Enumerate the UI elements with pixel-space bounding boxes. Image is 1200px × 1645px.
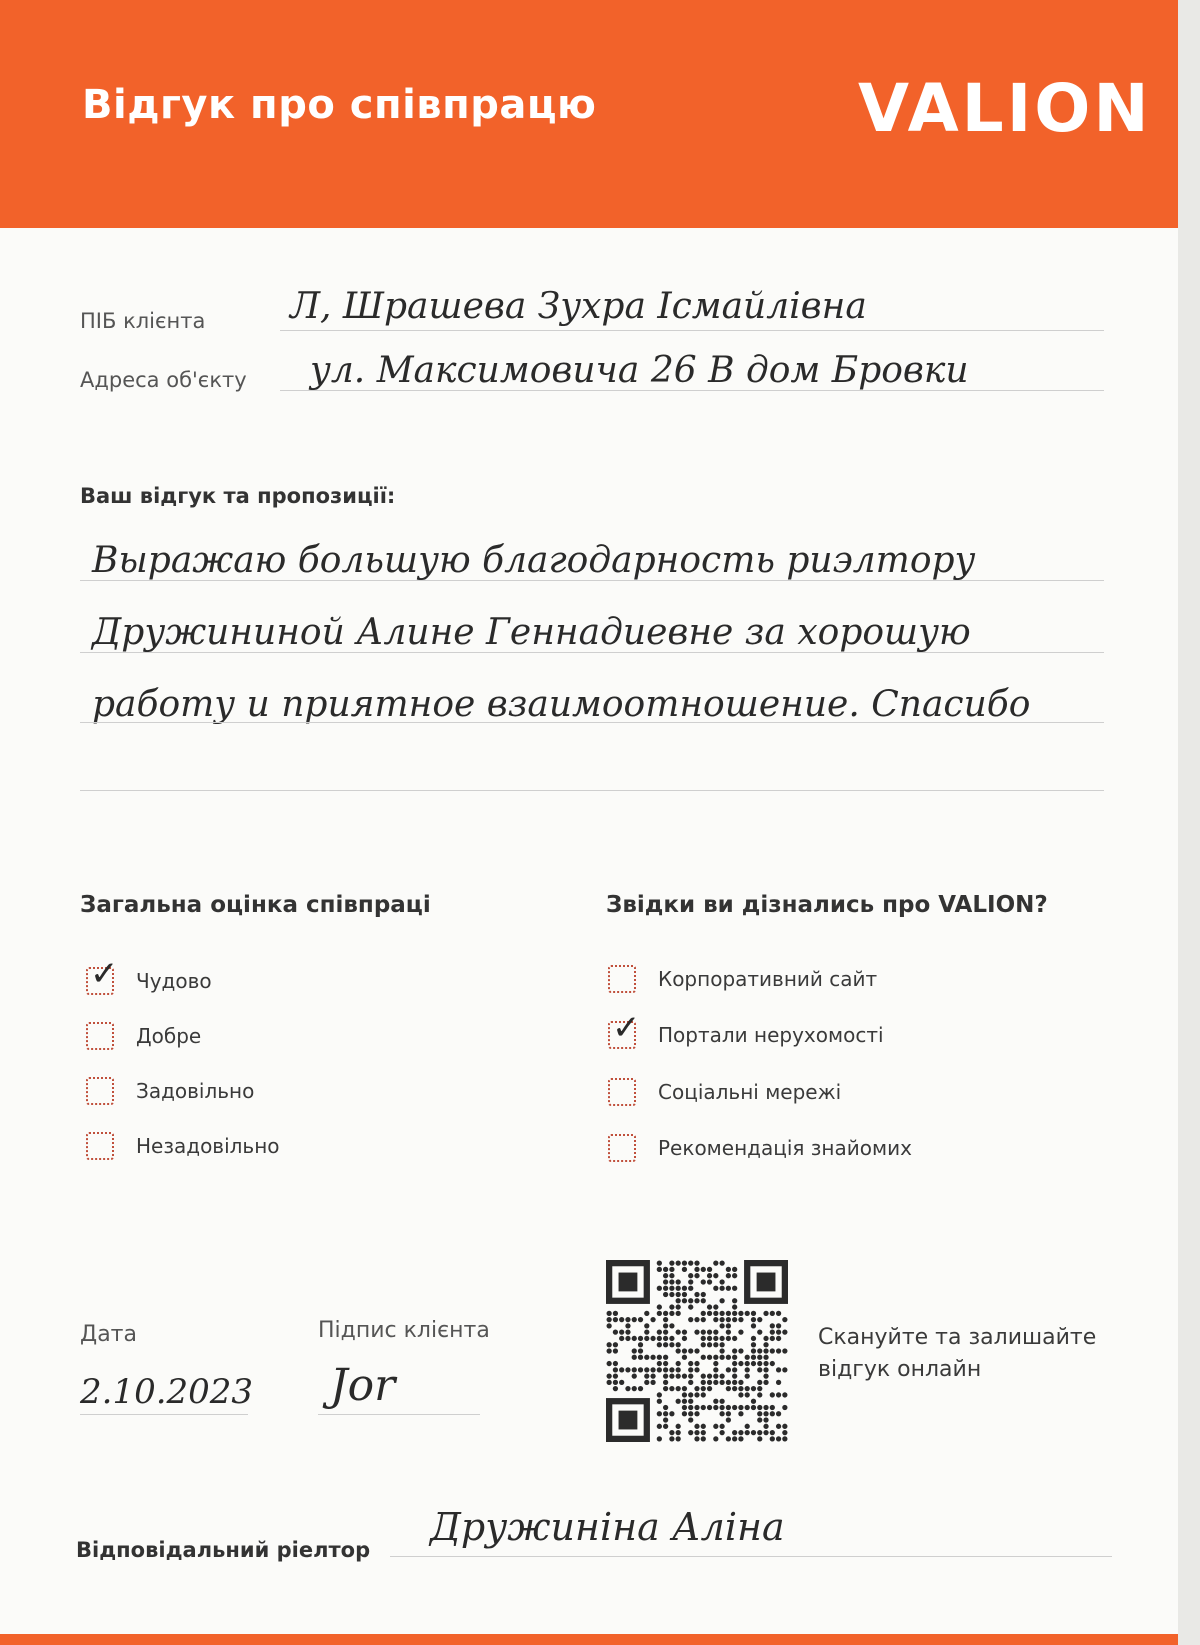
signature-label: Підпис клієнта <box>318 1318 490 1343</box>
date-label: Дата <box>80 1322 137 1347</box>
feedback-rule-3 <box>80 722 1104 723</box>
feedback-line-1[interactable]: Выражаю большую благодарность риэлтору <box>92 540 976 581</box>
option-label: Корпоративний сайт <box>658 967 878 991</box>
rating-option-excellent[interactable] <box>86 954 212 998</box>
valion-logo: VALION <box>858 70 1152 147</box>
address-value[interactable]: ул. Максимовича 26 В дом Бровки <box>310 350 969 391</box>
feedback-rule-2 <box>80 652 1104 653</box>
source-option-real-estate-portals[interactable] <box>608 1008 884 1052</box>
source-option-social-networks[interactable] <box>608 1075 841 1109</box>
option-label: Портали нерухомості <box>658 1023 884 1047</box>
source-option-corporate-site[interactable] <box>608 962 877 996</box>
date-value[interactable]: 2.10.2023 <box>80 1372 254 1412</box>
date-line <box>80 1414 248 1415</box>
checkbox[interactable] <box>86 1077 114 1105</box>
checkbox[interactable] <box>86 1132 114 1160</box>
source-title: Звідки ви дізнались про VALION? <box>606 892 1048 918</box>
rating-option-unsatisfactory[interactable] <box>86 1129 280 1163</box>
option-label: Незадовільно <box>136 1134 280 1158</box>
client-name-line <box>280 330 1104 331</box>
feedback-rule-1 <box>80 580 1104 581</box>
client-signature[interactable]: Jor <box>330 1360 396 1411</box>
feedback-line-2[interactable]: Дружининой Алине Геннадиевне за хорошую <box>92 612 971 653</box>
header-bar <box>0 0 1178 228</box>
feedback-label: Ваш відгук та пропозиції: <box>80 484 396 508</box>
address-label: Адреса об'єкту <box>80 368 247 392</box>
check-mark-icon: ✓ <box>90 954 119 994</box>
address-line <box>280 390 1104 391</box>
rating-option-good[interactable] <box>86 1019 201 1053</box>
form-title: Відгук про співпрацю <box>82 82 597 128</box>
source-option-recommendation[interactable] <box>608 1131 912 1165</box>
check-mark-icon: ✓ <box>612 1008 641 1048</box>
checkbox[interactable] <box>608 1134 636 1162</box>
checkbox[interactable] <box>608 1078 636 1106</box>
client-name-value[interactable]: Л, Шрашева Зухра Ісмайлівна <box>290 286 867 327</box>
checkbox[interactable] <box>86 1022 114 1050</box>
rating-title: Загальна оцінка співпраці <box>80 892 431 918</box>
option-label: Чудово <box>136 969 212 993</box>
realtor-value[interactable]: Дружиніна Аліна <box>430 1505 785 1549</box>
signature-line <box>318 1414 480 1415</box>
qr-caption: Скануйте та залишайте відгук онлайн <box>818 1325 1097 1382</box>
client-name-label: ПІБ клієнта <box>80 309 206 333</box>
qr-code-icon[interactable] <box>606 1260 788 1442</box>
rating-option-satisfactory[interactable] <box>86 1074 254 1108</box>
option-label: Соціальні мережі <box>658 1080 842 1104</box>
page-edge <box>1178 0 1200 1645</box>
realtor-line <box>390 1556 1112 1557</box>
feedback-line-3[interactable]: работу и приятное взаимоотношение. Спасибо <box>92 684 1031 725</box>
feedback-rule-4 <box>80 790 1104 791</box>
checkbox[interactable] <box>86 954 119 995</box>
option-label: Задовільно <box>136 1079 255 1103</box>
checkbox[interactable] <box>608 1008 641 1049</box>
checkbox[interactable] <box>608 965 636 993</box>
realtor-label: Відповідальний ріелтор <box>76 1538 371 1562</box>
bottom-accent-bar <box>0 1634 1178 1645</box>
option-label: Добре <box>136 1024 202 1048</box>
option-label: Рекомендація знайомих <box>658 1136 912 1160</box>
